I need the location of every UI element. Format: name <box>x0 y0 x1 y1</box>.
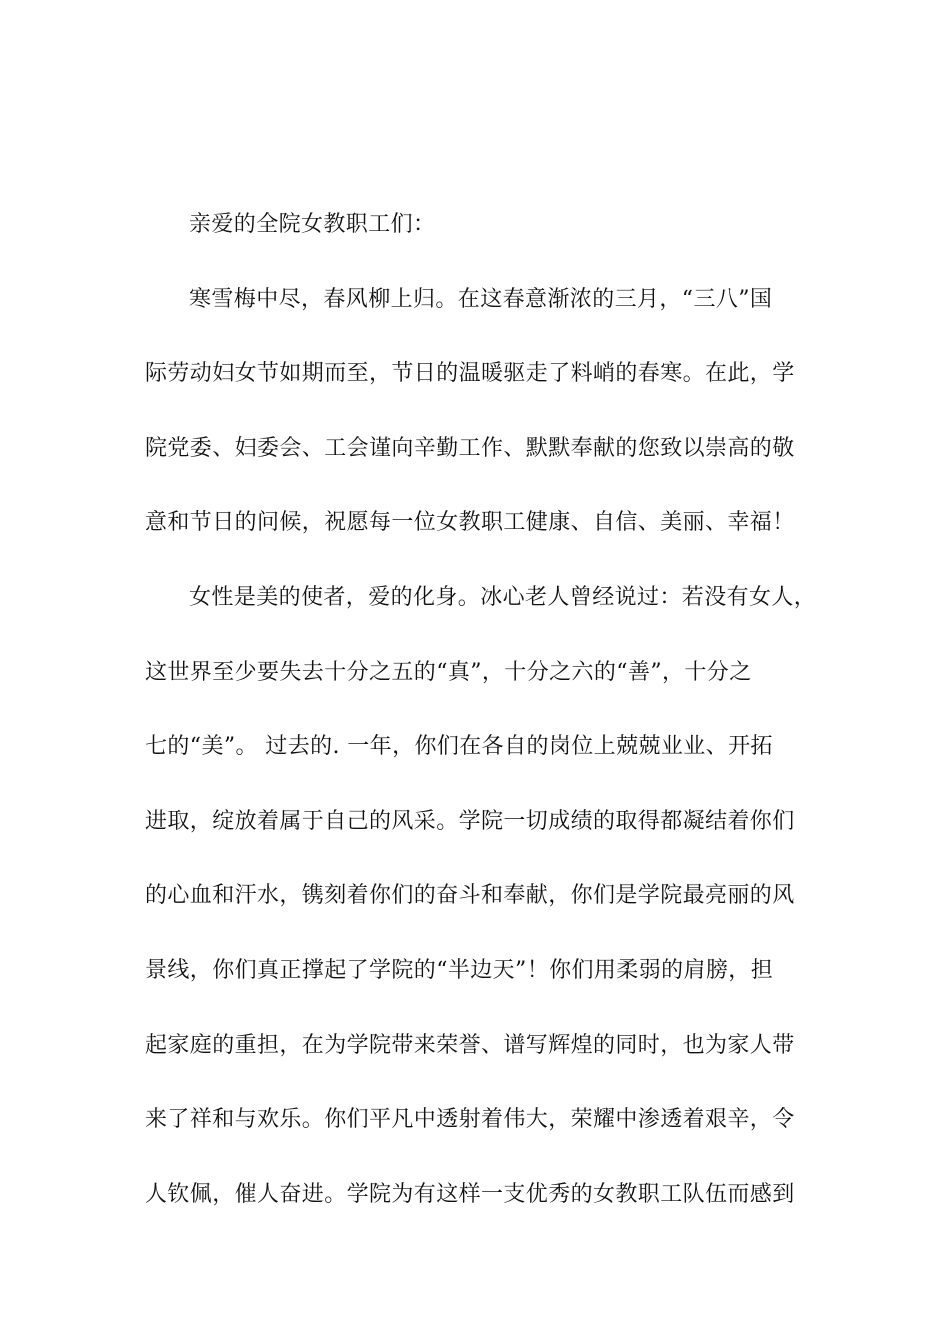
paragraph-1-line-3: 院党委、妇委会、工会谨向辛勤工作、默默奉献的您致以崇高的敬 <box>145 435 795 461</box>
paragraph-2-line-8: 来了祥和与欢乐。你们平凡中透射着伟大，荣耀中渗透着艰辛，令 <box>145 1107 795 1133</box>
paragraph-2-line-6: 景线，你们真正撑起了学院的“半边天”！你们用柔弱的肩膀，担 <box>145 957 774 983</box>
paragraph-2-line-4: 进取，绽放着属于自己的风采。学院一切成绩的取得都凝结着你们 <box>145 808 795 834</box>
paragraph-2-line-3: 七的“美”。 过去的. 一年，你们在各自的岗位上兢兢业业、开拓 <box>145 734 773 760</box>
paragraph-2-line-2: 这世界至少要失去十分之五的“真”，十分之六的“善”，十分之 <box>145 659 752 685</box>
paragraph-2-line-7: 起家庭的重担，在为学院带来荣誉、谱写辉煌的同时，也为家人带 <box>145 1032 795 1058</box>
paragraph-2-line-5: 的心血和汗水，镌刻着你们的奋斗和奉献，你们是学院最亮丽的风 <box>145 883 795 909</box>
paragraph-1-line-2: 际劳动妇女节如期而至，节日的温暖驱走了料峭的春寒。在此，学 <box>145 361 795 387</box>
paragraph-1-line-4: 意和节日的问候，祝愿每一位女教职工健康、自信、美丽、幸福！ <box>145 510 795 536</box>
paragraph-1-line-1: 寒雪梅中尽，春风柳上归。在这春意渐浓的三月，“三八”国 <box>189 286 773 312</box>
paragraph-2-line-9: 人钦佩，催人奋进。学院为有这样一支优秀的女教职工队伍而感到 <box>145 1181 795 1207</box>
letter-body <box>145 205 817 1249</box>
paragraph-2-line-1: 女性是美的使者，爱的化身。冰心老人曾经说过：若没有女人， <box>189 584 817 610</box>
salutation-line: 亲爱的全院女教职工们： <box>189 212 436 237</box>
